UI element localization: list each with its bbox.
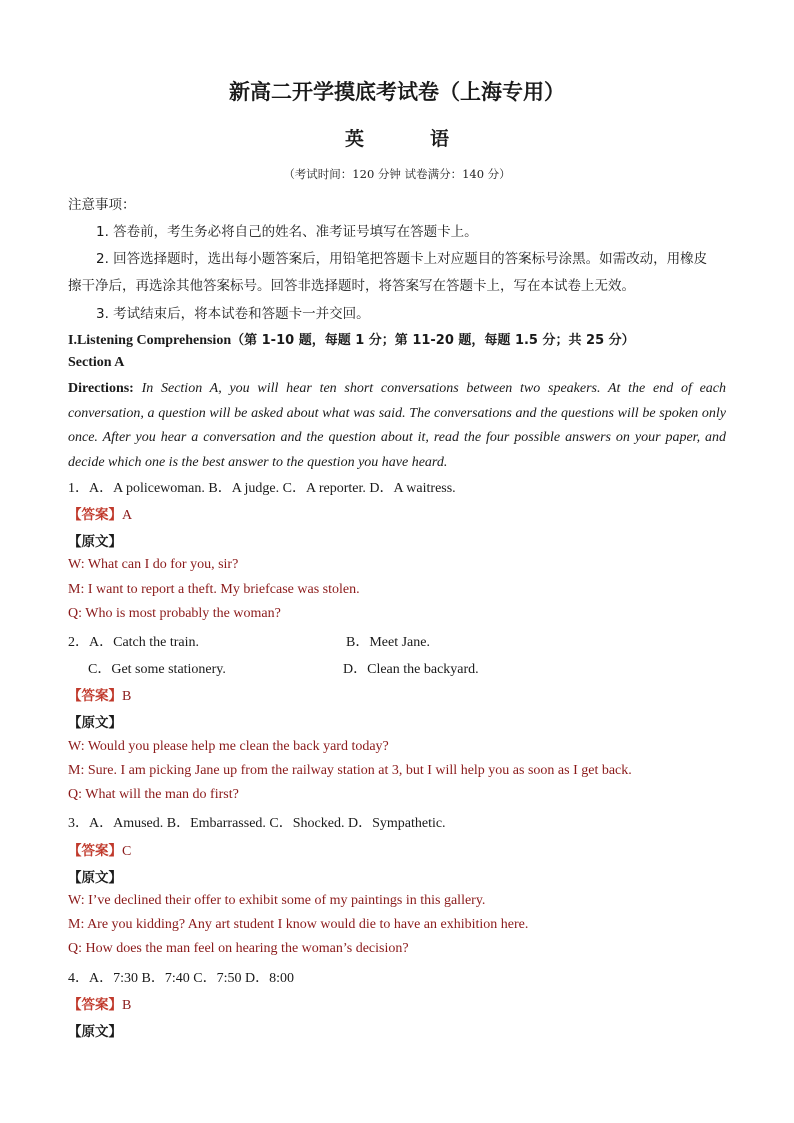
answer-value: B: [122, 689, 132, 704]
transcript-label: 【原文】: [68, 1024, 122, 1040]
question-2-option-a: 2．A．Catch the train.: [68, 635, 200, 650]
question-2-answer: [68, 684, 131, 705]
part1-heading-en: I.Listening Comprehension: [68, 333, 232, 348]
transcript-label: 【原文】: [68, 534, 122, 550]
note-item-2: 2. 回答选择题时，选出每小题答案后，用铅笔把答题卡上对应题目的答案标号涂黑。如需改动，用橡皮: [96, 251, 708, 267]
transcript-line: W: I’ve declined their offer to exhibit some of my paintings in this gallery.: [68, 893, 486, 908]
question-1-options: 1．A．A policewoman. B．A judge. C．A reporter. D．A waitress.: [68, 481, 456, 496]
transcript-line: M: Sure. I am picking Jane up from the railway station at 3, but I will help you as soon as I get back.: [68, 763, 632, 778]
transcript-line: Q: How does the man feel on hearing the woman’s decision?: [68, 941, 409, 956]
note-item-1: 1. 答卷前，考生务必将自己的姓名、准考证号填写在答题卡上。: [96, 224, 478, 240]
transcript-line: W: What can I do for you, sir?: [68, 557, 239, 572]
subject-title: [0, 124, 794, 151]
transcript-line: M: Are you kidding? Any art student I know would die to have an exhibition here.: [68, 917, 529, 932]
question-2-option-b: B．Meet Jane.: [346, 635, 430, 650]
question-3-answer: [68, 839, 131, 860]
directions-label: Directions:: [68, 381, 134, 396]
subject-char-right: 语: [430, 128, 450, 150]
answer-label: 【答案】: [68, 997, 122, 1013]
question-4-answer: [68, 993, 131, 1014]
transcript-line: W: Would you please help me clean the back yard today?: [68, 739, 389, 754]
directions-text: In Section A, you will hear ten short conversations between two speakers. At the end of each conversation, a question will be asked about what was said. The conversations and the questions will be spoken only once. After you hear a conversation and the question about it, read the four possible answers on your paper, and decide which one is the best answer to the question you have heard.: [68, 381, 727, 470]
transcript-line: M: I want to report a theft. My briefcase was stolen.: [68, 582, 360, 597]
answer-value: B: [122, 998, 132, 1013]
transcript-label: 【原文】: [68, 870, 122, 886]
answer-label: 【答案】: [68, 507, 122, 523]
section-a-heading: Section A: [68, 355, 125, 370]
note-item-3: 3. 考试结束后，将本试卷和答题卡一并交回。: [96, 306, 370, 322]
part1-heading: [68, 329, 635, 349]
answer-value: A: [122, 508, 133, 523]
transcript-label: 【原文】: [68, 715, 122, 731]
question-3-options: 3．A．Amused. B．Embarrassed. C．Shocked. D．Sympathetic.: [68, 816, 446, 831]
question-2-option-c: C．Get some stationery.: [88, 662, 226, 677]
notes-heading: 注意事项：: [68, 197, 136, 213]
question-2-option-d: D．Clean the backyard.: [343, 662, 479, 677]
part1-heading-cn: （第 1-10 题，每题 1 分；第 11-20 题，每题 1.5 分；共 25 分）: [231, 333, 635, 348]
transcript-line: Q: Who is most probably the woman?: [68, 606, 281, 621]
exam-info: （考试时间：120 分钟 试卷满分：140 分）: [283, 167, 511, 181]
subject-char-left: 英: [344, 128, 364, 150]
transcript-line: Q: What will the man do first?: [68, 787, 239, 802]
exam-title: 新高二开学摸底考试卷（上海专用）: [229, 80, 565, 104]
directions-paragraph: [68, 377, 726, 475]
answer-value: C: [122, 844, 132, 859]
answer-label: 【答案】: [68, 688, 122, 704]
note-item-2-cont: 擦干净后，再选涂其他答案标号。回答非选择题时，将答案写在答题卡上，写在本试卷上无效。: [68, 278, 635, 294]
question-1-answer: [68, 503, 132, 524]
answer-label: 【答案】: [68, 843, 122, 859]
question-4-options: 4．A．7:30 B．7:40 C．7:50 D．8:00: [68, 971, 294, 986]
